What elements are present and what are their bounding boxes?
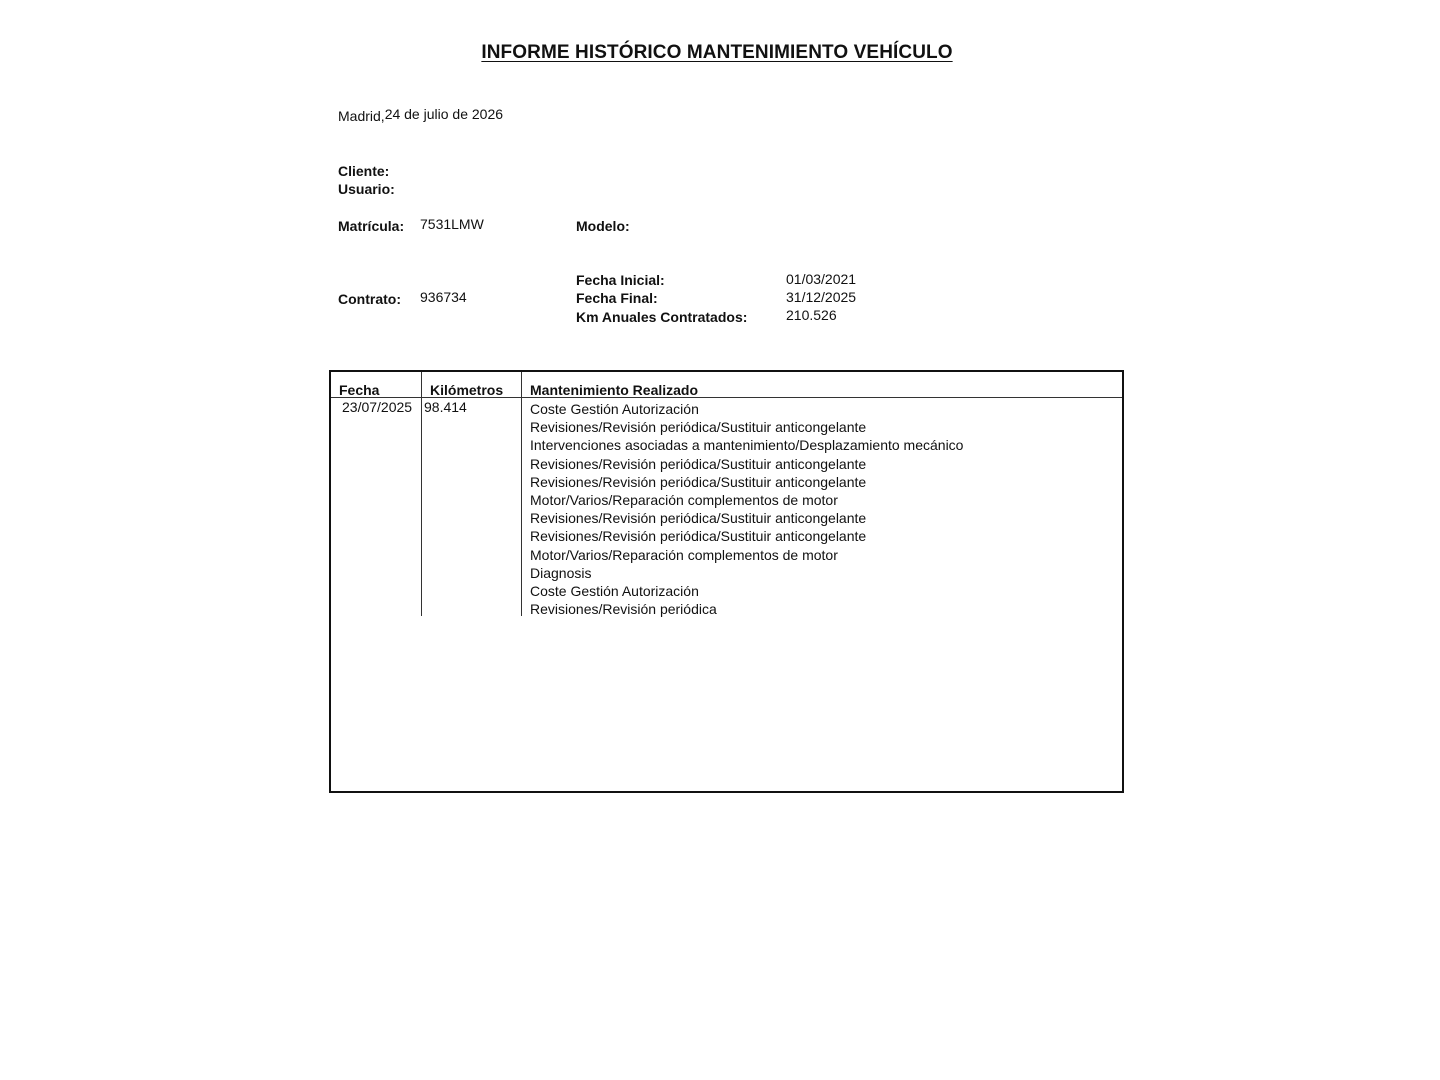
header-fecha: Fecha bbox=[339, 382, 380, 398]
header-mantenimiento: Mantenimiento Realizado bbox=[530, 382, 699, 398]
maintenance-table bbox=[329, 370, 1124, 793]
contrato-label: Contrato: bbox=[338, 291, 401, 307]
fecha-inicial-value: 01/03/2021 bbox=[786, 271, 857, 287]
fecha-final-value: 31/12/2025 bbox=[786, 289, 857, 305]
row-kilometros: 98.414 bbox=[424, 399, 467, 415]
column-divider-fecha bbox=[421, 372, 422, 616]
km-anuales-label: Km Anuales Contratados: bbox=[576, 309, 748, 325]
matricula-value: 7531LMW bbox=[420, 216, 484, 232]
maintenance-items-list bbox=[530, 400, 963, 618]
maintenance-item: Intervenciones asociadas a mantenimiento/Desplazamiento mecánico bbox=[530, 437, 964, 454]
report-date: 24 de julio de 2026 bbox=[384, 106, 504, 122]
maintenance-item: Coste Gestión Autorización bbox=[530, 401, 699, 417]
maintenance-item: Revisiones/Revisión periódica/Sustituir anticongelante bbox=[530, 528, 867, 545]
maintenance-item: Coste Gestión Autorización bbox=[530, 582, 699, 599]
maintenance-item: Revisiones/Revisión periódica/Sustituir anticongelante bbox=[530, 419, 867, 436]
usuario-label: Usuario: bbox=[338, 181, 395, 197]
column-divider-kilometros bbox=[521, 372, 522, 616]
maintenance-item: Revisiones/Revisión periódica/Sustituir anticongelante bbox=[530, 455, 867, 472]
report-city: Madrid, bbox=[338, 108, 385, 124]
km-anuales-value: 210.526 bbox=[786, 307, 837, 323]
maintenance-item: Revisiones/Revisión periódica/Sustituir anticongelante bbox=[530, 473, 867, 490]
maintenance-item: Motor/Varios/Reparación complementos de motor bbox=[530, 491, 838, 508]
maintenance-item: Diagnosis bbox=[530, 564, 592, 581]
report-title: INFORME HISTÓRICO MANTENIMIENTO VEHÍCULO bbox=[481, 42, 953, 63]
maintenance-item: Motor/Varios/Reparación complementos de motor bbox=[530, 546, 838, 563]
fecha-final-label: Fecha Final: bbox=[576, 290, 658, 306]
modelo-label: Modelo: bbox=[576, 218, 630, 234]
report-date-line bbox=[338, 106, 503, 122]
row-fecha: 23/07/2025 bbox=[342, 399, 413, 415]
header-kilometros: Kilómetros bbox=[430, 382, 504, 398]
fecha-inicial-label: Fecha Inicial: bbox=[576, 272, 665, 288]
maintenance-item: Revisiones/Revisión periódica/Sustituir anticongelante bbox=[530, 510, 867, 527]
matricula-label: Matrícula: bbox=[338, 218, 405, 234]
contrato-value: 936734 bbox=[420, 289, 467, 305]
cliente-label: Cliente: bbox=[338, 163, 390, 179]
maintenance-item: Revisiones/Revisión periódica bbox=[530, 601, 717, 618]
